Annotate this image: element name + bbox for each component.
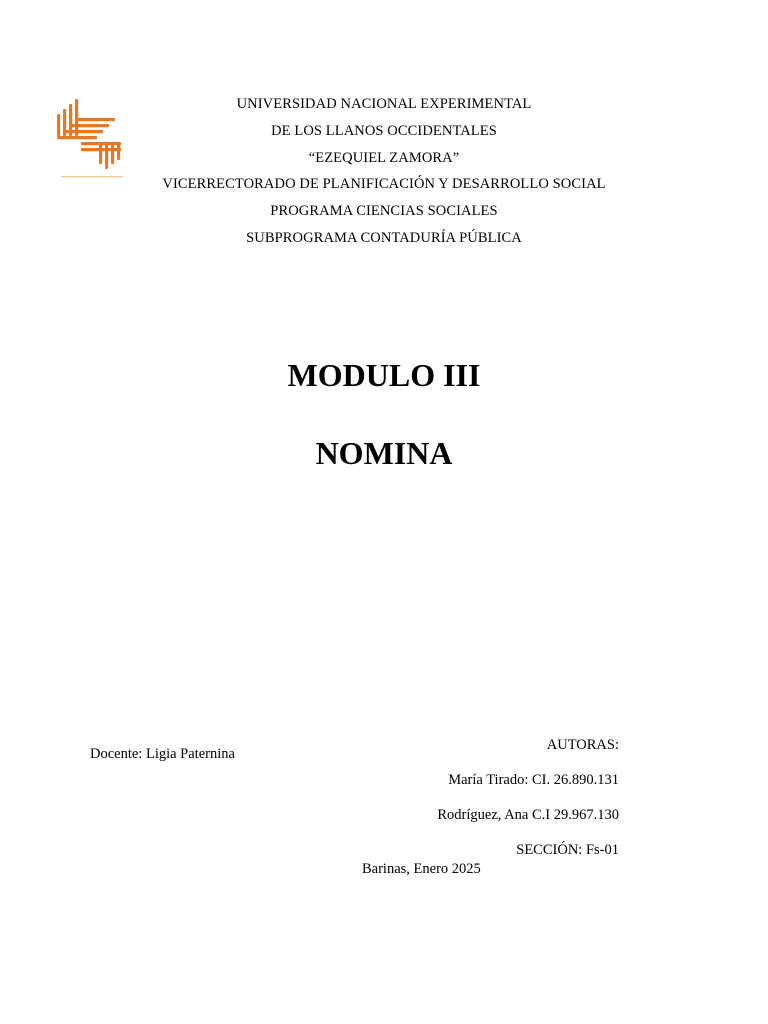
author-2: Rodríguez, Ana C.I 29.967.130 xyxy=(437,807,619,823)
header-line-subprograma: SUBPROGRAMA CONTADURÍA PÚBLICA xyxy=(246,229,522,246)
header-line-university: UNIVERSIDAD NACIONAL EXPERIMENTAL xyxy=(236,96,532,112)
header-line-name: “EZEQUIEL ZAMORA” xyxy=(308,149,460,166)
header-line-region: DE LOS LLANOS OCCIDENTALES xyxy=(271,122,497,139)
section-label: SECCIÓN: Fs-01 xyxy=(516,842,619,858)
authors-block xyxy=(437,735,619,875)
header-line-vicerrectorado: VICERRECTORADO DE PLANIFICACIÓN Y DESARROLLO SOCIAL xyxy=(162,176,606,193)
authors-heading: AUTORAS: xyxy=(546,737,619,753)
header-line-programa: PROGRAMA CIENCIAS SOCIALES xyxy=(270,203,498,220)
module-title: MODULO III xyxy=(287,357,481,393)
place-date: Barinas, Enero 2025 xyxy=(362,861,481,877)
docente-label: Docente: Ligia Paternina xyxy=(90,746,235,762)
author-1: María Tirado: CI. 26.890.131 xyxy=(448,772,619,788)
institution-header xyxy=(0,91,768,252)
subject-title: NOMINA xyxy=(315,435,453,471)
